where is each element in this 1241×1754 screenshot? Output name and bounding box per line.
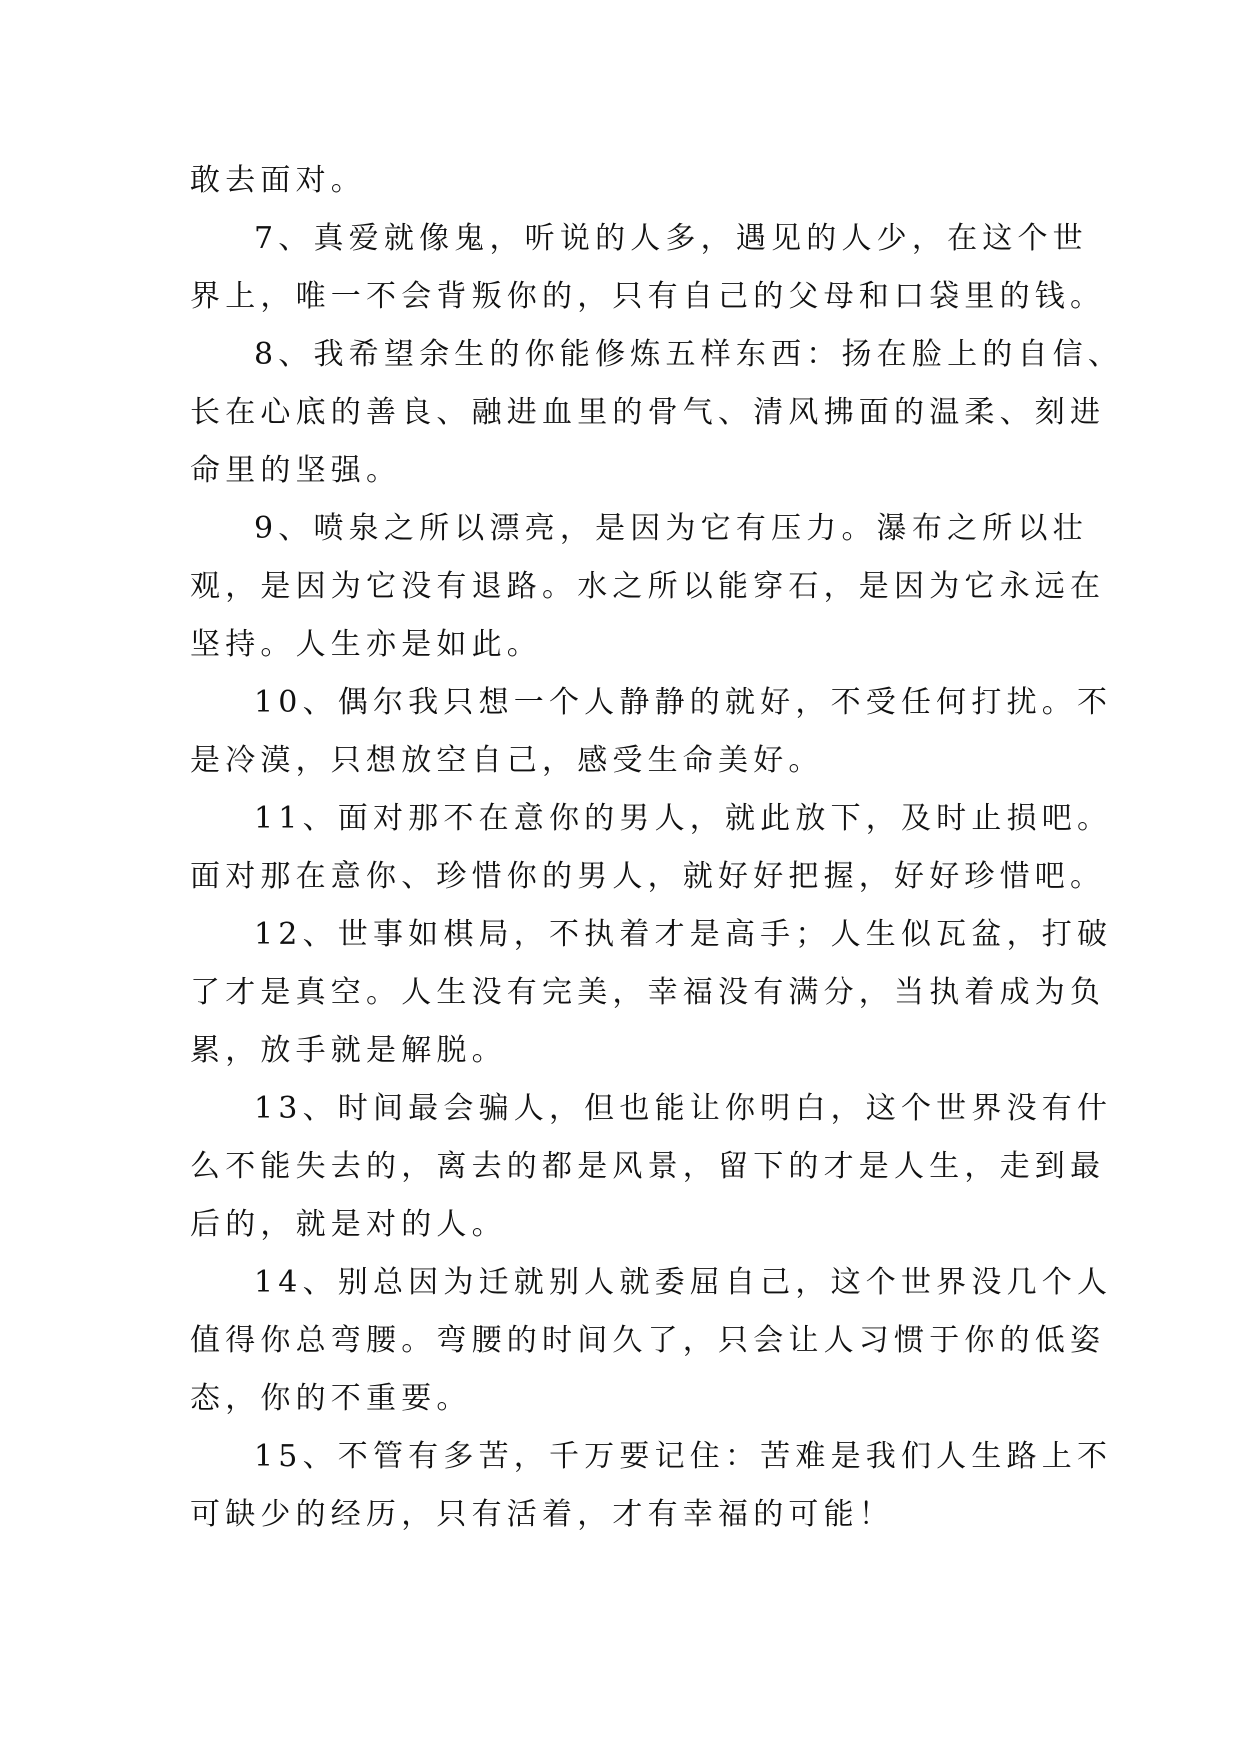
text-line: 10、偶尔我只想一个人静静的就好，不受任何打扰。不 — [254, 685, 1113, 720]
text-line: 8、我希望余生的你能修炼五样东西：扬在脸上的自信、 — [254, 337, 1124, 372]
text-line: 长在心底的善良、融进血里的骨气、清风拂面的温柔、刻进 — [190, 395, 1106, 430]
text-line: 12、世事如棋局，不执着才是高手；人生似瓦盆，打破 — [254, 917, 1113, 952]
text-line: 值得你总弯腰。弯腰的时间久了，只会让人习惯于你的低姿 — [190, 1323, 1106, 1358]
text-line: 敢去面对。 — [190, 163, 366, 198]
text-line: 观，是因为它没有退路。水之所以能穿石，是因为它永远在 — [190, 569, 1106, 604]
text-line: 9、喷泉之所以漂亮，是因为它有压力。瀑布之所以壮 — [254, 511, 1088, 546]
text-line: 11、面对那不在意你的男人，就此放下，及时止损吧。 — [254, 801, 1113, 836]
text-line: 坚持。人生亦是如此。 — [190, 627, 542, 662]
text-line: 15、不管有多苦，千万要记住：苦难是我们人生路上不 — [254, 1439, 1113, 1474]
text-line: 13、时间最会骗人，但也能让你明白，这个世界没有什 — [254, 1091, 1113, 1126]
text-line: 可缺少的经历，只有活着，才有幸福的可能！ — [190, 1497, 894, 1532]
text-line: 界上，唯一不会背叛你的，只有自己的父母和口袋里的钱。 — [190, 279, 1106, 314]
text-line: 面对那在意你、珍惜你的男人，就好好把握，好好珍惜吧。 — [190, 859, 1106, 894]
text-line: 命里的坚强。 — [190, 453, 402, 488]
text-line: 累，放手就是解脱。 — [190, 1033, 507, 1068]
text-line: 7、真爱就像鬼，听说的人多，遇见的人少，在这个世 — [254, 221, 1088, 256]
text-line: 了才是真空。人生没有完美，幸福没有满分，当执着成为负 — [190, 975, 1106, 1010]
text-line: 14、别总因为迁就别人就委屈自己，这个世界没几个人 — [254, 1265, 1113, 1300]
text-line: 后的，就是对的人。 — [190, 1207, 507, 1242]
text-line: 么不能失去的，离去的都是风景，留下的才是人生，走到最 — [190, 1149, 1106, 1184]
text-line: 是冷漠，只想放空自己，感受生命美好。 — [190, 743, 824, 778]
text-line: 态，你的不重要。 — [190, 1381, 472, 1416]
document-body — [190, 152, 1124, 1544]
